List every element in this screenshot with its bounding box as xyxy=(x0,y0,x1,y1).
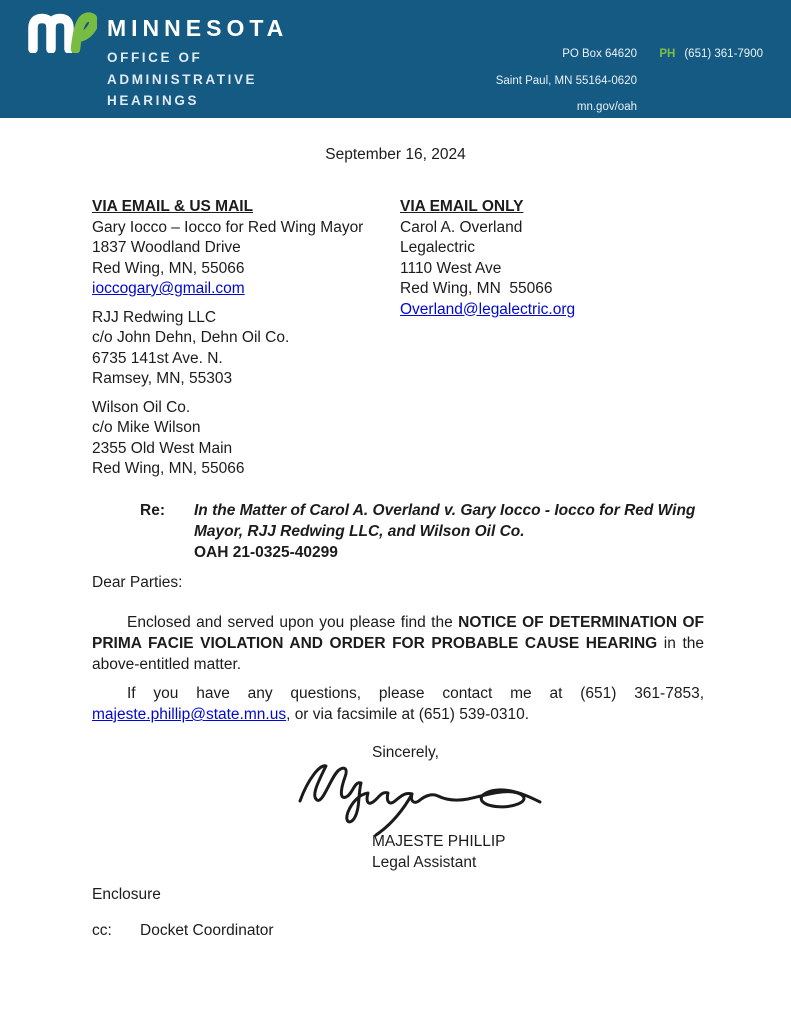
mailing-address: Saint Paul, MN 55164-0620 xyxy=(495,74,637,87)
recipient-block-iocco xyxy=(92,197,392,300)
address-line: Red Wing, MN, 55066 xyxy=(92,460,245,477)
address-line: Gary Iocco – Iocco for Red Wing Mayor xyxy=(92,218,364,236)
enclosure-notation: Enclosure xyxy=(92,886,161,903)
address-line: c/o John Dehn, Dehn Oil Co. xyxy=(92,329,290,346)
recipient-block-overland xyxy=(400,197,700,320)
recipient-block-wilson xyxy=(92,398,392,480)
body-paragraph-2 xyxy=(92,683,704,725)
paragraph-text: If you have any questions, please contact me at (651) 361-7853, xyxy=(127,685,704,702)
phone-number: (651) 361-7900 xyxy=(684,48,763,60)
paragraph-text: Enclosed and served upon you please find the xyxy=(127,614,459,631)
paragraph-text: , or via facsimile at (651) 539-0310. xyxy=(286,706,530,723)
re-text xyxy=(194,500,709,563)
signer-block xyxy=(372,831,506,873)
case-number: OAH 21-0325-40299 xyxy=(194,544,338,561)
email-link-overland[interactable]: Overland@legalectric.org xyxy=(400,300,576,318)
phone-label: PH xyxy=(659,48,676,60)
email-link-majeste[interactable]: majeste.phillip@state.mn.us xyxy=(92,706,287,723)
address-line: 2355 Old West Main xyxy=(92,439,233,457)
case-caption: In the Matter of Carol A. Overland v. Gary Iocco - Iocco for Red Wing Mayor, RJJ Redwing LLC, and Wilson Oil Co. xyxy=(194,502,696,540)
address-line: Red Wing, MN, 55066 xyxy=(92,259,245,277)
body-paragraph-1 xyxy=(92,612,704,675)
paragraph-text: in the above-entitled matter. xyxy=(92,635,704,673)
agency-website: mn.gov/oah xyxy=(576,101,637,113)
delivery-method-heading: VIA EMAIL ONLY xyxy=(400,198,524,215)
address-line: Ramsey, MN, 55303 xyxy=(92,370,233,387)
letter-date: September 16, 2024 xyxy=(325,146,466,163)
agency-name-line3: HEARINGS xyxy=(107,93,200,108)
cc-label: cc: xyxy=(92,922,112,939)
agency-name-line1: OFFICE OF xyxy=(107,50,203,65)
email-link-iocco[interactable]: ioccogary@gmail.com xyxy=(92,280,245,297)
signer-title: Legal Assistant xyxy=(372,854,477,871)
recipient-column-left xyxy=(92,197,392,488)
re-line xyxy=(140,500,715,563)
phone-group xyxy=(637,41,763,68)
salutation: Dear Parties: xyxy=(92,574,183,591)
recipient-column-right xyxy=(400,197,700,328)
recipient-email-row xyxy=(400,300,700,321)
recipient-email-row xyxy=(92,279,392,300)
notice-title: NOTICE OF DETERMINATION OF PRIMA FACIE VIOLATION AND ORDER FOR PROBABLE CAUSE HEARING xyxy=(92,614,704,652)
address-line: 6735 141st Ave. N. xyxy=(92,349,223,367)
mn-state-logo-icon xyxy=(27,9,97,58)
re-label: Re: xyxy=(140,502,165,519)
state-name: MINNESOTA xyxy=(107,15,289,41)
delivery-method-heading: VIA EMAIL & US MAIL xyxy=(92,198,254,215)
agency-name-line2: ADMINISTRATIVE xyxy=(107,71,258,87)
letterhead-banner xyxy=(0,0,791,118)
address-line: 1110 West Ave xyxy=(400,259,502,277)
recipient-block-rjj xyxy=(92,308,392,390)
address-line: Legalectric xyxy=(400,239,475,256)
valediction: Sincerely, xyxy=(372,744,439,761)
address-line: Carol A. Overland xyxy=(400,218,523,236)
agency-wordmark xyxy=(107,15,288,112)
cc-notation xyxy=(92,922,274,940)
address-line: 1837 Woodland Drive xyxy=(92,239,241,256)
address-line: RJJ Redwing LLC xyxy=(92,308,217,326)
address-line: c/o Mike Wilson xyxy=(92,419,201,436)
address-line: Red Wing, MN 55066 xyxy=(400,280,553,297)
cc-value: Docket Coordinator xyxy=(140,922,274,939)
address-line: Wilson Oil Co. xyxy=(92,398,191,416)
po-box: PO Box 64620 xyxy=(562,48,637,60)
letterhead-contact xyxy=(496,41,763,121)
signer-name: MAJESTE PHILLIP xyxy=(372,833,506,850)
contact-row-1 xyxy=(496,41,763,68)
agency-name xyxy=(107,47,288,112)
